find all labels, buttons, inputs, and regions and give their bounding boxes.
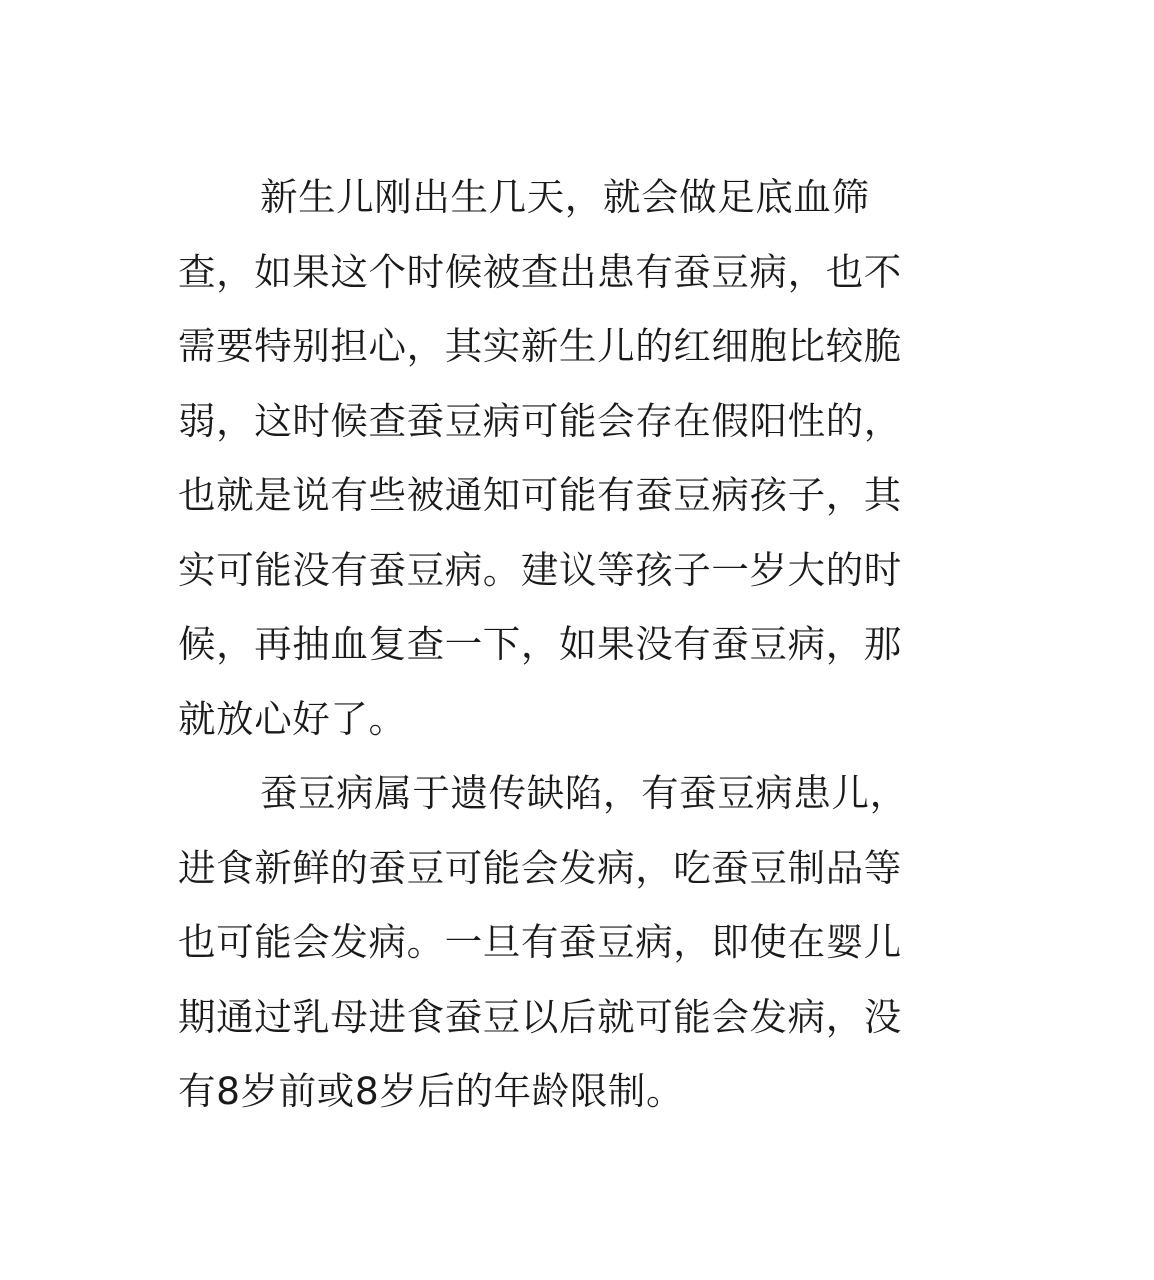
text-line: 候，再抽血复查一下，如果没有蚕豆病，那 bbox=[178, 622, 902, 666]
text-line: 也可能会发病。一旦有蚕豆病，即使在婴儿 bbox=[178, 920, 902, 964]
text-line: 实可能没有蚕豆病。建议等孩子一岁大的时 bbox=[178, 547, 902, 592]
text-line: 期通过乳母进食蚕豆以后就可能会发病，没 bbox=[178, 994, 902, 1039]
text-line: 查，如果这个时候被查出患有蚕豆病，也不 bbox=[178, 249, 902, 294]
text-line: 也就是说有些被通知可能有蚕豆病孩子，其 bbox=[178, 473, 902, 517]
text-line: 有8岁前或8岁后的年龄限制。 bbox=[178, 1069, 685, 1113]
text-line: 需要特别担心，其实新生儿的红细胞比较脆 bbox=[178, 324, 902, 368]
text-line: 新生儿刚出生几天，就会做足底血筛 bbox=[260, 175, 870, 219]
paragraph-1 bbox=[178, 160, 958, 756]
text-line: 蚕豆病属于遗传缺陷，有蚕豆病患儿， bbox=[260, 771, 908, 815]
text-line: 弱，这时候查蚕豆病可能会存在假阳性的， bbox=[178, 398, 902, 443]
article-body bbox=[178, 160, 958, 1129]
text-line: 就放心好了。 bbox=[178, 696, 407, 741]
paragraph-2 bbox=[178, 756, 958, 1129]
text-line: 进食新鲜的蚕豆可能会发病，吃蚕豆制品等 bbox=[178, 845, 902, 890]
